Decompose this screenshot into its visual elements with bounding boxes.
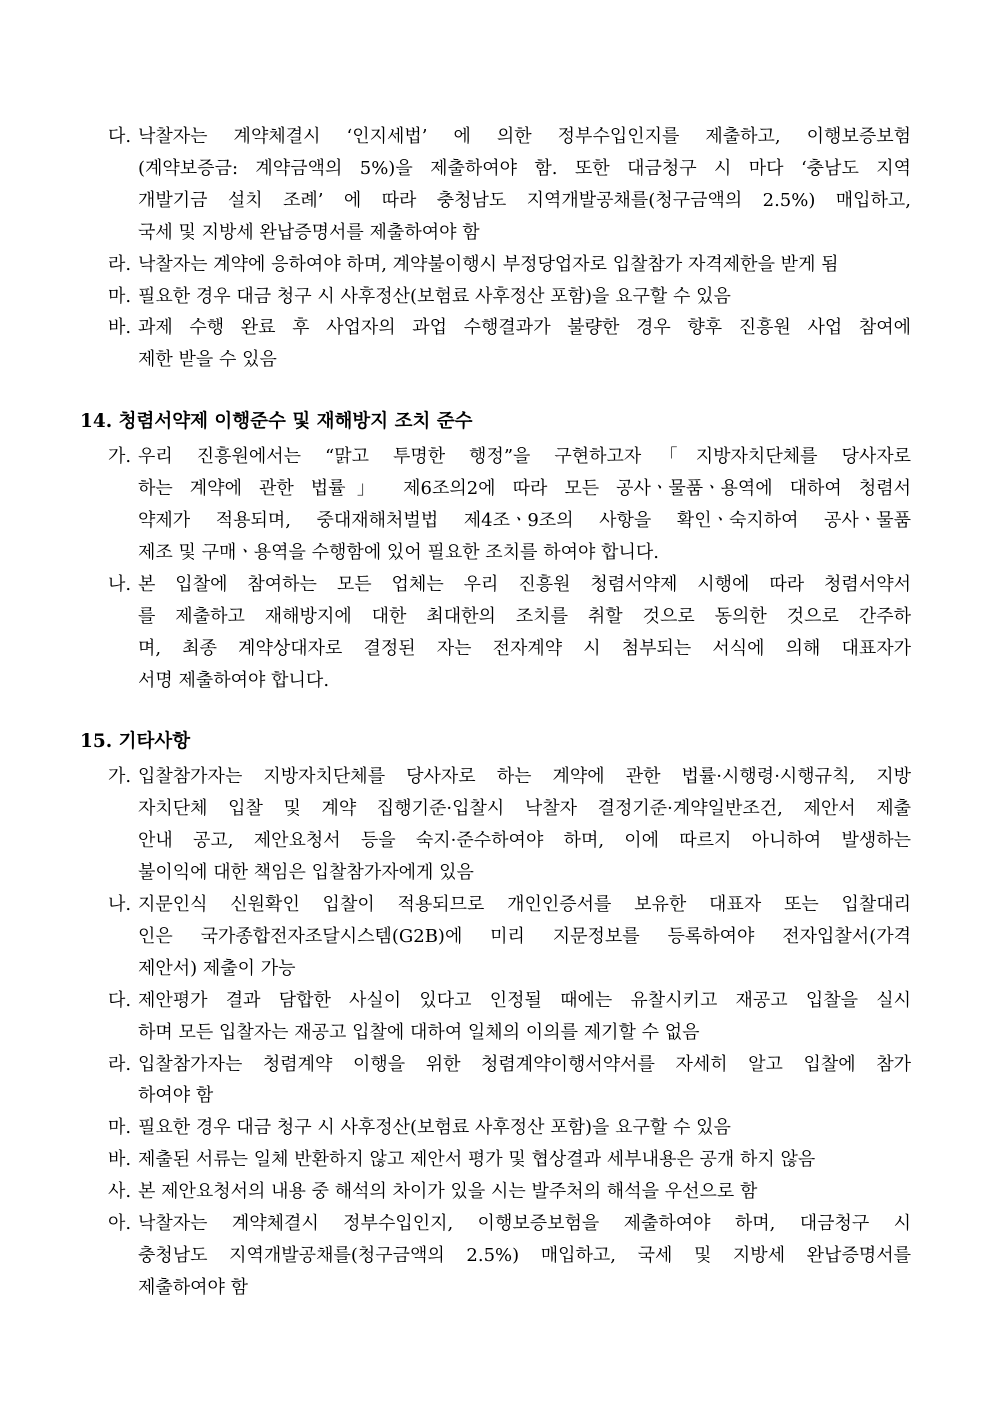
item-text-line: 필요한 경우 대금 청구 시 사후정산(보험료 사후정산 포함)을 요구할 수 있음	[138, 1117, 731, 1139]
item-text-line: 과제 수행 완료 후 사업자의 과업 수행결과가 불량한 경우 향후 진흥원 사업 참여에	[138, 317, 911, 339]
item-text-line: 제안평가 결과 담합한 사실이 있다고 인정될 때에는 유찰시키고 재공고 입찰을 실시	[138, 989, 911, 1011]
section-heading: 14. 청렴서약제 이행준수 및 재해방지 조치 준수	[80, 411, 473, 433]
item-text-line: 본 입찰에 참여하는 모든 업체는 우리 진흥원 청렴서약제 시행에 따라 청렴서약서	[138, 573, 911, 595]
item-label: 마.	[108, 285, 132, 307]
item-text-line: 개발기금 설치 조례’ 에 따라 충청남도 지역개발공채를(청구금액의 2.5%) 매입하고,	[138, 189, 911, 211]
item-label: 라.	[108, 253, 132, 275]
item-text-line: 충청남도 지역개발공채를(청구금액의 2.5%) 매입하고, 국세 및 지방세 완납증명서를	[138, 1244, 911, 1266]
item-text-line: 하여야 함	[138, 1085, 214, 1107]
item-text-line: 하며 모든 입찰자는 재공고 입찰에 대하여 일체의 이의를 제기할 수 없음	[138, 1021, 700, 1043]
item-text-line: 인은 국가종합전자조달시스템(G2B)에 미리 지문정보를 등록하여야 전자입찰서(가격	[138, 925, 911, 947]
item-text-line: 서명 제출하여야 합니다.	[138, 669, 330, 691]
item-text-line: 제한 받을 수 있음	[138, 349, 277, 371]
item-text-line: (계약보증금: 계약금액의 5%)을 제출하여야 함. 또한 대금청구 시 마다 ‘충남도 지역	[138, 157, 911, 179]
item-label: 바.	[108, 317, 132, 339]
item-label: 라.	[108, 1053, 132, 1075]
item-label: 가.	[108, 766, 132, 788]
item-text-line: 낙찰자는 계약체결시 정부수입인지, 이행보증보험을 제출하여야 하며, 대금청구 시	[138, 1213, 911, 1234]
item-text-line: 제출하여야 함	[138, 1276, 249, 1298]
item-label: 다.	[108, 126, 132, 147]
item-text-line: 지문인식 신원확인 입찰이 적용되므로 개인인증서를 보유한 대표자 또는 입찰대리	[138, 894, 911, 915]
section-heading: 15. 기타사항	[80, 731, 191, 753]
item-label: 가.	[108, 446, 132, 468]
item-text-line: 불이익에 대한 책임은 입찰참가자에게 있음	[138, 862, 474, 884]
item-text-line: 입찰참가자는 지방자치단체를 당사자로 하는 계약에 관한 법률·시행령·시행규칙, 지방	[138, 766, 911, 788]
item-label: 바.	[108, 1149, 132, 1171]
item-label: 마.	[108, 1117, 132, 1139]
item-label: 다.	[108, 989, 132, 1011]
item-text-line: 안내 공고, 제안요청서 등을 숙지·준수하여야 하며, 이에 따르지 아니하여 발생하는	[138, 830, 911, 852]
item-text-line: 제출된 서류는 일체 반환하지 않고 제안서 평가 및 협상결과 세부내용은 공개 하지 않음	[138, 1149, 816, 1171]
item-text-line: 낙찰자는 계약체결시 ‘인지세법’ 에 의한 정부수입인지를 제출하고, 이행보증보험	[138, 126, 911, 147]
item-label: 나.	[108, 894, 132, 915]
item-text-line: 자치단체 입찰 및 계약 집행기준·입찰시 낙찰자 결정기준·계약일반조건, 제안서 제출	[138, 798, 911, 820]
item-text-line: 약제가 적용되며, 중대재해처벌법 제4조ㆍ9조의 사항을 확인ㆍ숙지하여 공사ㆍ물품	[138, 510, 911, 531]
item-text-line: 를 제출하고 재해방지에 대한 최대한의 조치를 취할 것으로 동의한 것으로 간주하	[138, 605, 911, 627]
item-label: 사.	[108, 1181, 132, 1203]
item-label: 아.	[108, 1213, 132, 1234]
item-text-line: 국세 및 지방세 완납증명서를 제출하여야 함	[138, 221, 480, 243]
item-text-line: 필요한 경우 대금 청구 시 사후정산(보험료 사후정산 포함)을 요구할 수 있음	[138, 285, 731, 307]
item-text-line: 제조 및 구매ㆍ용역을 수행함에 있어 필요한 조치를 하여야 합니다.	[138, 541, 659, 563]
item-text-line: 본 제안요청서의 내용 중 해석의 차이가 있을 시는 발주처의 해석을 우선으로 함	[138, 1181, 758, 1203]
item-label: 나.	[108, 573, 132, 595]
item-text-line: 입찰참가자는 청렴계약 이행을 위한 청렴계약이행서약서를 자세히 알고 입찰에 참가	[138, 1053, 911, 1075]
item-text-line: 며, 최종 계약상대자로 결정된 자는 전자계약 시 첨부되는 서식에 의해 대표자가	[138, 637, 911, 659]
item-text-line: 제안서) 제출이 가능	[138, 957, 296, 979]
item-text-line: 하는 계약에 관한 법률」 제6조의2에 따라 모든 공사ㆍ물품ㆍ용역에 대하여 청렴서	[138, 478, 911, 500]
item-text-line: 낙찰자는 계약에 응하여야 하며, 계약불이행시 부정당업자로 입찰참가 자격제한을 받게 됨	[138, 253, 839, 275]
item-text-line: 우리 진흥원에서는 “맑고 투명한 행정”을 구현하고자「지방자치단체를 당사자로	[138, 446, 911, 468]
